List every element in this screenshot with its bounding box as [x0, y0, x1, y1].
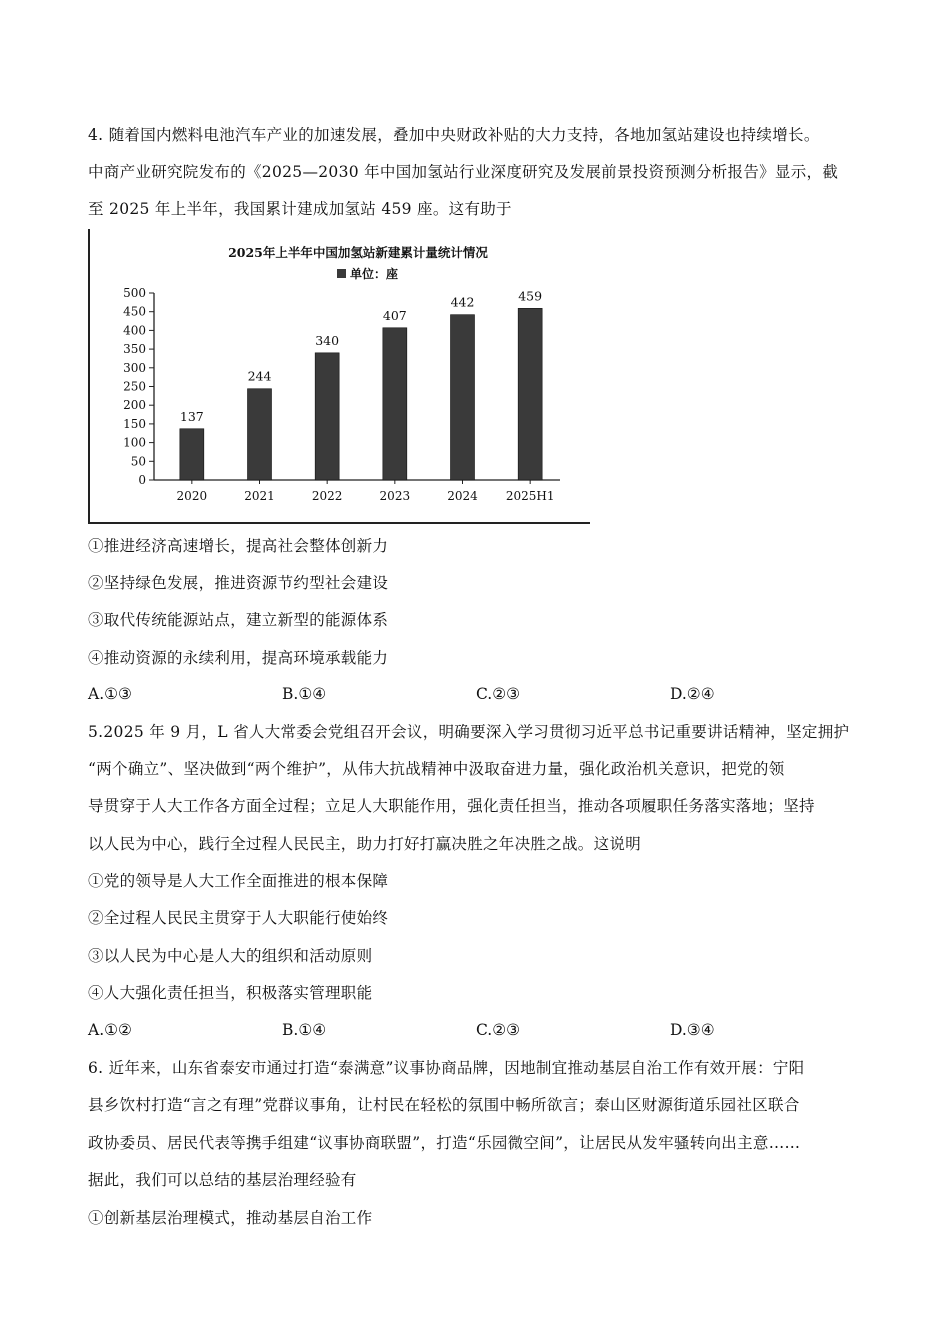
bar-2025H1 — [518, 308, 542, 480]
q6-stem-line-2: 县乡饮村打造“言之有理”党群议事角，让村民在轻松的氛围中畅所欲言；泰山区财源街道乐园社区联合 — [88, 1096, 800, 1114]
q4-stem-line-2: 中商产业研究院发布的《2025—2030 年中国加氢站行业深度研究及发展前景投资预测分析报告》显示，截 — [88, 163, 839, 181]
q4-option-c[interactable]: C.②③ — [476, 685, 521, 703]
x-tick-label: 2020 — [176, 489, 208, 503]
hydrogen-station-bar-chart — [88, 229, 590, 524]
q5-stem-line-4: 以人民为中心，践行全过程人民民主，助力打好打赢决胜之年决胜之战。这说明 — [88, 835, 642, 853]
q5-stem-line-1: 5.2025 年 9 月，L 省人大常委会党组召开会议，明确要深入学习贯彻习近平总书记重要讲话精神，坚定拥护 — [88, 723, 850, 741]
q5-stem-line-3: 导贯穿于人大工作各方面全过程；立足人大职能作用，强化责任担当，推动各项履职任务落实落地；坚持 — [88, 797, 815, 815]
q6-stem-line-4: 据此，我们可以总结的基层治理经验有 — [88, 1171, 357, 1189]
q4-statement-1: ①推进经济高速增长，提高社会整体创新力 — [88, 537, 389, 555]
bar-value-label: 407 — [382, 307, 407, 323]
bar-value-label: 340 — [315, 332, 340, 348]
y-tick-label: 450 — [123, 304, 146, 319]
q5-statement-4: ④人大强化责任担当，积极落实管理职能 — [88, 984, 373, 1002]
legend-swatch — [337, 269, 346, 278]
q5-options — [88, 1021, 868, 1041]
q4-stem-line-1: 4. 随着国内燃料电池汽车产业的加速发展，叠加中央财政补贴的大力支持，各地加氢站建设也持续增长。 — [88, 126, 820, 144]
chart-canvas — [90, 229, 590, 522]
q5-statement-1: ①党的领导是人大工作全面推进的根本保障 — [88, 872, 389, 890]
bar-value-label: 244 — [247, 368, 272, 384]
bar-2024 — [451, 315, 475, 480]
q4-stem-line-3: 至 2025 年上半年，我国累计建成加氢站 459 座。这有助于 — [88, 200, 512, 218]
q5-stem-line-2: “两个确立”、坚决做到“两个维护”，从伟大抗战精神中汲取奋进力量，强化政治机关意识，把党的领 — [88, 760, 785, 778]
chart-legend: 单位：座 — [350, 267, 399, 281]
q4-statement-2: ②坚持绿色发展，推进资源节约型社会建设 — [88, 574, 389, 592]
q5-option-b[interactable]: B.①④ — [282, 1021, 327, 1039]
x-tick-label: 2022 — [311, 489, 343, 503]
q4-option-d[interactable]: D.②④ — [670, 685, 715, 703]
q5-option-a[interactable]: A.①② — [88, 1021, 132, 1039]
q4-statement-3: ③取代传统能源站点，建立新型的能源体系 — [88, 611, 389, 629]
x-tick-label: 2024 — [447, 489, 478, 503]
x-tick-label: 2025H1 — [505, 489, 555, 503]
q6-statement-1: ①创新基层治理模式，推动基层自治工作 — [88, 1209, 373, 1227]
q5-statement-3: ③以人民为中心是人大的组织和活动原则 — [88, 947, 373, 965]
y-tick-label: 150 — [123, 416, 146, 431]
y-tick-label: 400 — [123, 323, 146, 338]
q4-statement-4: ④推动资源的永续利用，提高环境承载能力 — [88, 649, 389, 667]
bar-value-label: 137 — [179, 408, 204, 424]
q5-option-c[interactable]: C.②③ — [476, 1021, 521, 1039]
q5-statement-2: ②全过程人民民主贯穿于人大职能行使始终 — [88, 909, 389, 927]
bar-value-label: 442 — [450, 294, 475, 310]
y-tick-label: 500 — [123, 286, 146, 300]
bar-2022 — [315, 353, 339, 480]
y-tick-label: 300 — [123, 360, 146, 375]
q6-stem-line-3: 政协委员、居民代表等携手组建“议事协商联盟”，打造“乐园微空间”，让居民从发牢骚转向出主意…… — [88, 1134, 801, 1152]
q4-options — [88, 685, 868, 705]
q4-option-b[interactable]: B.①④ — [282, 685, 327, 703]
y-tick-label: 50 — [130, 454, 146, 469]
y-tick-label: 0 — [138, 473, 146, 487]
x-tick-label: 2023 — [379, 489, 411, 503]
chart-title: 2025年上半年中国加氢站新建累计量统计情况 — [228, 245, 488, 260]
y-tick-label: 200 — [123, 398, 146, 413]
bar-value-label: 459 — [518, 288, 543, 304]
bar-2023 — [383, 328, 407, 480]
bar-2020 — [180, 429, 204, 480]
bar-2021 — [248, 389, 272, 480]
q4-option-a[interactable]: A.①③ — [88, 685, 132, 703]
y-tick-label: 250 — [123, 379, 146, 394]
y-tick-label: 100 — [123, 435, 146, 450]
q5-option-d[interactable]: D.③④ — [670, 1021, 715, 1039]
y-tick-label: 350 — [123, 342, 146, 357]
q6-stem-line-1: 6. 近年来，山东省泰安市通过打造“泰满意”议事协商品牌，因地制宜推动基层自治工作有效开展：宁阳 — [88, 1059, 805, 1077]
x-tick-label: 2021 — [244, 489, 275, 503]
